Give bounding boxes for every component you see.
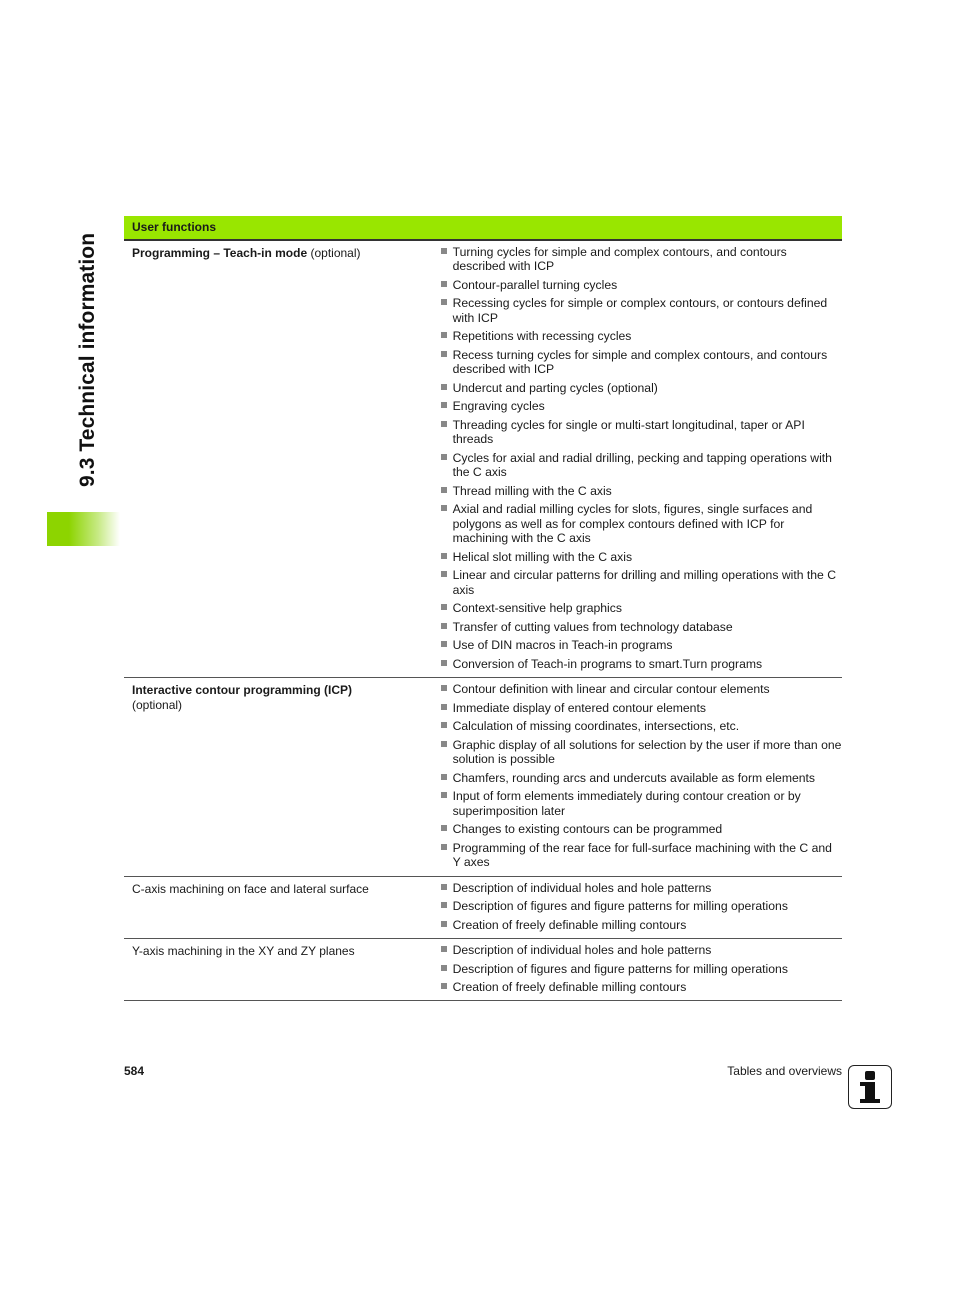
table-row [124, 877, 842, 939]
list-item: Recess turning cycles for simple and complex contours, and contours described with ICP [441, 348, 842, 377]
list-item: Conversion of Teach-in programs to smart.Turn programs [441, 657, 842, 671]
row-label-normal: Y-axis machining in the XY and ZY planes [132, 944, 355, 958]
list-item: Description of individual holes and hole patterns [441, 881, 842, 895]
list-item: Recessing cycles for simple or complex contours, or contours defined with ICP [441, 296, 842, 325]
list-item: Helical slot milling with the C axis [441, 550, 842, 564]
list-item: Linear and circular patterns for drilling and milling operations with the C axis [441, 568, 842, 597]
list-item: Graphic display of all solutions for selection by the user if more than one solution is possible [441, 738, 842, 767]
list-item: Repetitions with recessing cycles [441, 329, 842, 343]
row-bullet-list [441, 943, 842, 994]
list-item: Immediate display of entered contour elements [441, 701, 842, 715]
chapter-title: Tables and overviews [727, 1064, 842, 1078]
row-label-bold: Interactive contour programming (ICP) [132, 683, 353, 698]
list-item: Description of figures and figure patterns for milling operations [441, 899, 842, 913]
list-item: Thread milling with the C axis [441, 484, 842, 498]
list-item: Creation of freely definable milling contours [441, 918, 842, 932]
list-item: Calculation of missing coordinates, intersections, etc. [441, 719, 842, 733]
list-item: Creation of freely definable milling contours [441, 980, 842, 994]
list-item: Undercut and parting cycles (optional) [441, 381, 842, 395]
row-label [124, 943, 441, 994]
section-side-title [73, 215, 107, 490]
list-item: Engraving cycles [441, 399, 842, 413]
list-item: Input of form elements immediately during contour creation or by superimposition later [441, 789, 842, 818]
info-icon [848, 1065, 892, 1109]
list-item: Description of individual holes and hole patterns [441, 943, 842, 957]
row-label-bold: Programming – Teach-in mode [132, 246, 308, 260]
table-row [124, 939, 842, 1001]
list-item: Contour definition with linear and circular contour elements [441, 682, 842, 696]
info-icon-base [860, 1099, 880, 1103]
table-header: User functions [124, 216, 842, 241]
list-item: Contour-parallel turning cycles [441, 278, 842, 292]
row-bullet-list [441, 245, 842, 671]
page-number: 584 [124, 1064, 145, 1078]
row-label [124, 682, 441, 869]
row-bullet-list [441, 682, 842, 869]
list-item: Changes to existing contours can be programmed [441, 822, 842, 836]
row-label-normal: (optional) [307, 246, 361, 260]
list-item: Chamfers, rounding arcs and undercuts available as form elements [441, 771, 842, 785]
list-item: Cycles for axial and radial drilling, pecking and tapping operations with the C axis [441, 451, 842, 480]
row-label [124, 881, 441, 932]
row-bullet-list [441, 881, 842, 932]
section-color-tab [47, 512, 120, 546]
user-functions-table [124, 216, 842, 1001]
row-label-normal: C-axis machining on face and lateral surface [132, 881, 369, 896]
table-row [124, 241, 842, 678]
row-label [124, 245, 441, 671]
list-item: Turning cycles for simple and complex contours, and contours described with ICP [441, 245, 842, 274]
list-item: Programming of the rear face for full-surface machining with the C and Y axes [441, 841, 842, 870]
list-item: Threading cycles for single or multi-start longitudinal, taper or API threads [441, 418, 842, 447]
list-item: Transfer of cutting values from technology database [441, 620, 842, 634]
list-item: Axial and radial milling cycles for slots, figures, single surfaces and polygons as well as for complex contours defined with ICP for machining with the C axis [441, 502, 842, 545]
list-item: Context-sensitive help graphics [441, 601, 842, 615]
list-item: Use of DIN macros in Teach-in programs [441, 638, 842, 652]
row-label-normal: (optional) [132, 697, 183, 712]
section-title-text: 9.3 Technical information [76, 232, 99, 487]
info-icon-dot [865, 1071, 875, 1080]
list-item: Description of figures and figure patterns for milling operations [441, 962, 842, 976]
table-row [124, 678, 842, 876]
